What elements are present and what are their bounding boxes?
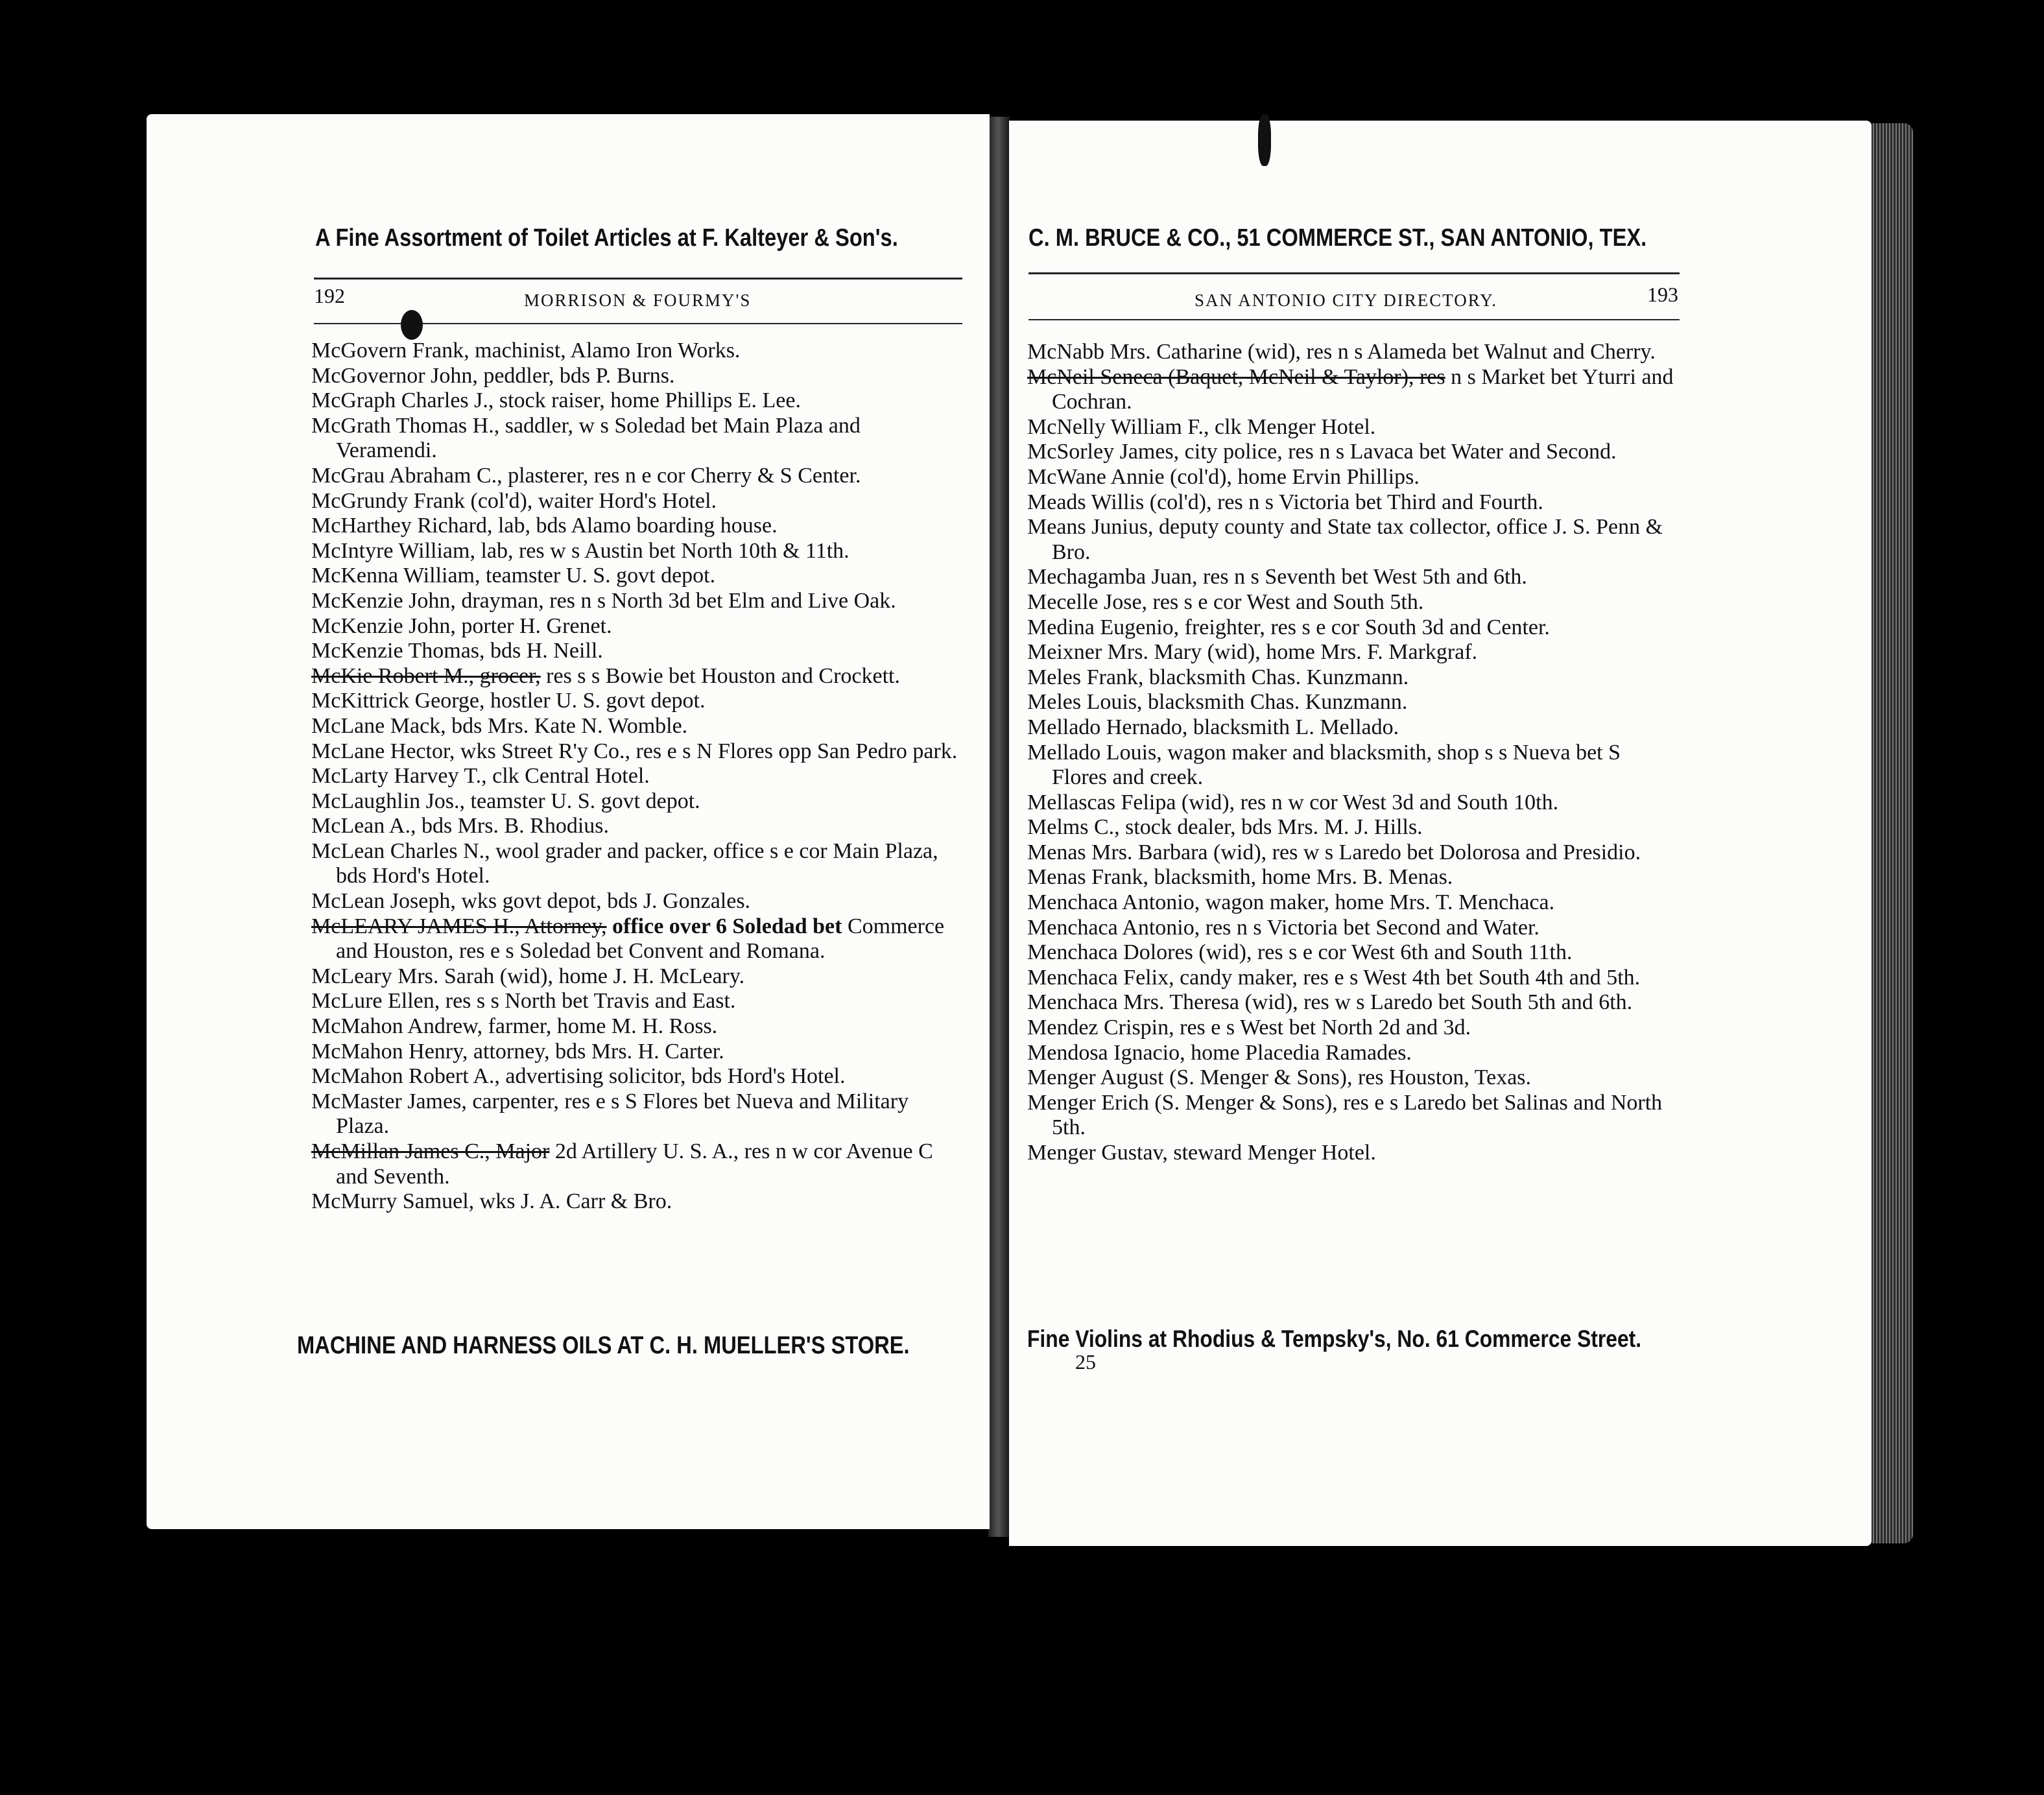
entry-text: McMahon Henry, attorney, bds Mrs. H. Carter. — [311, 1039, 724, 1064]
entry-text: McMurry Samuel, wks J. A. Carr & Bro. — [311, 1189, 672, 1214]
right-page — [1009, 121, 1872, 1546]
right-entry-list — [1027, 340, 1680, 1166]
ink-blot — [401, 310, 423, 340]
directory-entry — [1027, 515, 1680, 565]
entry-text: Menchaca Felix, candy maker, res e s West 4th bet South 4th and 5th. — [1027, 965, 1641, 990]
directory-entry — [1027, 490, 1680, 516]
directory-entry — [1027, 365, 1680, 415]
entry-text: McKenzie John, drayman, res n s North 3d bet Elm and Live Oak. — [311, 588, 896, 613]
bold-text: office over 6 Soledad bet — [606, 914, 842, 938]
entry-text: McKenzie John, porter H. Grenet. — [311, 613, 612, 638]
entry-text: Meixner Mrs. Mary (wid), home Mrs. F. Markgraf. — [1027, 640, 1478, 665]
entry-text: McNabb Mrs. Catharine (wid), res n s Alameda bet Walnut and Cherry. — [1027, 340, 1656, 364]
entry-text: Menger Erich (S. Menger & Sons), res e s Laredo bet Salinas and North 5th. — [1027, 1090, 1663, 1140]
directory-entry — [311, 388, 960, 414]
directory-entry — [1027, 815, 1680, 840]
directory-entry — [311, 989, 960, 1014]
directory-entry — [1027, 1065, 1680, 1091]
entry-text: McLean Charles N., wool grader and packer, office s e cor Main Plaza, bds Hord's Hotel. — [311, 838, 938, 888]
directory-entry — [311, 1189, 960, 1215]
directory-entry — [311, 539, 960, 564]
entry-text: 2d Artillery U. S. A., res n w cor Avenue C and Seventh. — [336, 1139, 933, 1189]
directory-entry — [311, 1089, 960, 1139]
entry-text: Menger Gustav, steward Menger Hotel. — [1027, 1141, 1376, 1165]
struck-text: McNeil Seneca (Baquet, McNeil & Taylor), res — [1027, 364, 1445, 389]
directory-entry — [311, 764, 960, 789]
directory-entry — [1027, 340, 1680, 365]
directory-entry — [311, 914, 960, 964]
directory-entry — [311, 564, 960, 589]
directory-entry — [1027, 690, 1680, 715]
entry-text: McMahon Robert A., advertising solicitor, bds Hord's Hotel. — [311, 1064, 846, 1089]
signature-mark: 25 — [1075, 1350, 1096, 1373]
left-banner-bottom: MACHINE AND HARNESS OILS AT C. H. MUELLER'S STORE. — [297, 1332, 910, 1359]
directory-entry — [311, 839, 960, 889]
directory-entry — [311, 689, 960, 714]
left-page — [147, 114, 990, 1529]
entry-text: Meles Louis, blacksmith Chas. Kunzmann. — [1027, 690, 1408, 715]
entry-text: McGraph Charles J., stock raiser, home Phillips E. Lee. — [311, 388, 801, 413]
directory-entry — [311, 639, 960, 664]
left-header-rule-top — [314, 278, 962, 279]
entry-text: Mellado Hernado, blacksmith L. Mellado. — [1027, 715, 1399, 739]
entry-text: McWane Annie (col'd), home Ervin Phillips. — [1027, 464, 1420, 489]
entry-text: McGrau Abraham C., plasterer, res n e cor Cherry & S Center. — [311, 463, 861, 488]
directory-entry — [1027, 1141, 1680, 1166]
entry-text: McKenzie Thomas, bds H. Neill. — [311, 639, 603, 663]
directory-entry — [311, 964, 960, 990]
directory-entry — [1027, 590, 1680, 615]
entry-text: Mellado Louis, wagon maker and blacksmith, shop s s Nueva bet S Flores and creek. — [1027, 740, 1621, 790]
directory-entry — [311, 514, 960, 539]
directory-entry — [1027, 615, 1680, 641]
entry-text: McIntyre William, lab, res w s Austin bet North 10th & 11th. — [311, 538, 850, 563]
entry-text: Menas Frank, blacksmith, home Mrs. B. Menas. — [1027, 865, 1453, 890]
entry-text: Menchaca Antonio, wagon maker, home Mrs. T. Menchaca. — [1027, 890, 1555, 915]
entry-text: McGrath Thomas H., saddler, w s Soledad bet Main Plaza and Veramendi. — [311, 413, 861, 463]
entry-text: Mecelle Jose, res s e cor West and South 5th. — [1027, 589, 1424, 614]
right-page-number: 193 — [1647, 283, 1678, 306]
directory-entry — [311, 414, 960, 464]
directory-entry — [311, 364, 960, 389]
entry-text: Mechagamba Juan, res n s Seventh bet West 5th and 6th. — [1027, 565, 1527, 589]
entry-text: McGovern Frank, machinist, Alamo Iron Works. — [311, 339, 741, 363]
directory-entry — [1027, 565, 1680, 590]
directory-entry — [311, 739, 960, 765]
book-spine — [988, 117, 1010, 1537]
entry-text: Menchaca Antonio, res n s Victoria bet Second and Water. — [1027, 915, 1539, 940]
right-header-rule-bottom — [1028, 319, 1680, 320]
entry-text: McMaster James, carpenter, res e s S Flores bet Nueva and Military Plaza. — [311, 1089, 909, 1139]
directory-entry — [311, 464, 960, 489]
directory-entry — [1027, 1016, 1680, 1041]
directory-entry — [1027, 865, 1680, 890]
page-edges — [1868, 123, 1913, 1543]
entry-text: McKenna William, teamster U. S. govt depot. — [311, 564, 716, 588]
entry-text: McLarty Harvey T., clk Central Hotel. — [311, 764, 650, 789]
struck-text: McKie Robert M., grocer, — [311, 663, 541, 688]
directory-entry — [311, 889, 960, 914]
directory-entry — [1027, 1041, 1680, 1066]
directory-entry — [1027, 665, 1680, 691]
entry-text: McLean Joseph, wks govt depot, bds J. Gonzales. — [311, 889, 751, 914]
directory-entry — [311, 339, 960, 364]
entry-text: Mendosa Ignacio, home Placedia Ramades. — [1027, 1040, 1412, 1065]
right-banner-bottom: Fine Violins at Rhodius & Tempsky's, No. 61 Commerce Street. — [1027, 1325, 1642, 1352]
directory-entry — [1027, 791, 1680, 816]
directory-entry — [311, 614, 960, 639]
entry-text: McMahon Andrew, farmer, home M. H. Ross. — [311, 1014, 718, 1039]
directory-entry — [1027, 890, 1680, 916]
entry-text: McLane Hector, wks Street R'y Co., res e s N Flores opp San Pedro park. — [311, 739, 958, 763]
entry-text: Mendez Crispin, res e s West bet North 2d and 3d. — [1027, 1016, 1471, 1040]
directory-entry — [1027, 640, 1680, 665]
entry-text: Mellascas Felipa (wid), res n w cor West 3d and South 10th. — [1027, 790, 1559, 814]
entry-text: McLane Mack, bds Mrs. Kate N. Womble. — [311, 713, 688, 738]
entry-text: Means Junius, deputy county and State tax collector, office J. S. Penn & Bro. — [1027, 515, 1663, 564]
entry-text: Menas Mrs. Barbara (wid), res w s Laredo bet Dolorosa and Presidio. — [1027, 840, 1641, 864]
struck-text: McLEARY JAMES H., Attorney, — [311, 914, 607, 938]
entry-text: Menchaca Mrs. Theresa (wid), res w s Laredo bet South 5th and 6th. — [1027, 990, 1633, 1015]
left-banner-top: A Fine Assortment of Toilet Articles at F. Kalteyer & Son's. — [315, 224, 898, 252]
directory-entry — [1027, 1091, 1680, 1141]
left-page-number: 192 — [314, 284, 345, 307]
entry-text: McLean A., bds Mrs. B. Rhodius. — [311, 814, 609, 838]
entry-text: McNelly William F., clk Menger Hotel. — [1027, 414, 1376, 439]
directory-entry — [311, 714, 960, 739]
directory-entry — [1027, 415, 1680, 440]
entry-text: McGovernor John, peddler, bds P. Burns. — [311, 363, 675, 388]
entry-text: McKittrick George, hostler U. S. govt depot. — [311, 689, 706, 713]
directory-entry — [1027, 465, 1680, 490]
directory-entry — [311, 664, 960, 689]
right-banner-top: C. M. BRUCE & CO., 51 COMMERCE ST., SAN ANTONIO, TEX. — [1028, 224, 1647, 252]
entry-text: Medina Eugenio, freighter, res s e cor South 3d and Center. — [1027, 615, 1550, 639]
directory-entry — [1027, 940, 1680, 966]
entry-text: Menchaca Dolores (wid), res s e cor West 6th and South 11th. — [1027, 940, 1573, 965]
entry-text: McLure Ellen, res s s North bet Travis and East. — [311, 989, 736, 1014]
directory-entry — [1027, 840, 1680, 866]
entry-text: Commerce and Houston, res e s Soledad bet Convent and Romana. — [336, 914, 945, 964]
directory-entry — [1027, 990, 1680, 1016]
left-entry-list — [311, 339, 960, 1215]
entry-text: Menger August (S. Menger & Sons), res Houston, Texas. — [1027, 1065, 1532, 1090]
struck-text: McMillan James C., Major — [311, 1139, 550, 1163]
entry-text: n s Market bet Yturri and Cochran. — [1052, 364, 1674, 414]
directory-entry — [311, 1064, 960, 1089]
entry-text: McLeary Mrs. Sarah (wid), home J. H. McLeary. — [311, 964, 745, 988]
left-running-head: MORRISON & FOURMY'S — [524, 291, 752, 310]
entry-text: res s s Bowie bet Houston and Crockett. — [540, 663, 900, 688]
directory-entry — [311, 1040, 960, 1065]
directory-entry — [311, 1139, 960, 1189]
entry-text: McHarthey Richard, lab, bds Alamo boarding house. — [311, 514, 778, 538]
directory-entry — [311, 814, 960, 839]
directory-entry — [311, 489, 960, 514]
entry-text: Melms C., stock dealer, bds Mrs. M. J. Hills. — [1027, 815, 1423, 840]
directory-entry — [1027, 741, 1680, 791]
directory-entry — [1027, 440, 1680, 465]
directory-entry — [1027, 916, 1680, 941]
entry-text: Meads Willis (col'd), res n s Victoria bet Third and Fourth. — [1027, 490, 1543, 514]
entry-text: Meles Frank, blacksmith Chas. Kunzmann. — [1027, 665, 1409, 689]
ink-mark — [1258, 114, 1271, 166]
directory-entry — [311, 1014, 960, 1040]
entry-text: McGrundy Frank (col'd), waiter Hord's Hotel. — [311, 488, 717, 513]
right-header-rule-top — [1028, 272, 1680, 274]
directory-entry — [1027, 715, 1680, 741]
directory-entry — [311, 589, 960, 614]
directory-entry — [1027, 966, 1680, 991]
entry-text: McSorley James, city police, res n s Lavaca bet Water and Second. — [1027, 440, 1617, 464]
right-running-head: SAN ANTONIO CITY DIRECTORY. — [1194, 291, 1498, 310]
directory-entry — [311, 789, 960, 814]
entry-text: McLaughlin Jos., teamster U. S. govt depot. — [311, 789, 700, 813]
